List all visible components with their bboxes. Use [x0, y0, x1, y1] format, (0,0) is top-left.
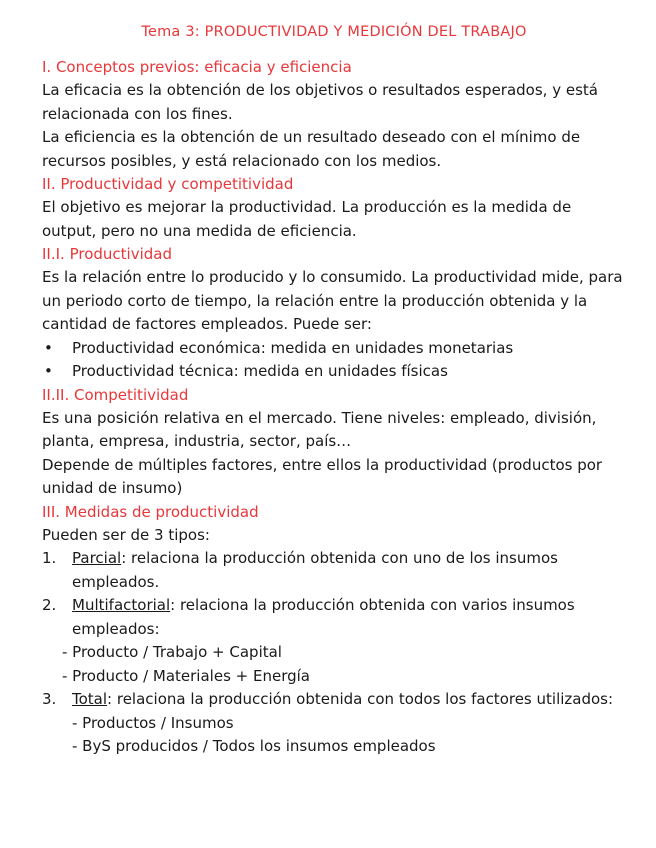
term-parcial: Parcial: [72, 549, 122, 567]
formula-line: - ByS producidos / Todos los insumos empleados: [72, 737, 436, 755]
paragraph-factores: Depende de múltiples factores, entre ellos la productividad (productos por unidad de insumo): [42, 455, 603, 497]
term-total: Total: [72, 690, 108, 708]
paragraph-eficacia: La eficacia es la obtención de los objetivos o resultados esperados, y está relacionada con los fines.: [42, 81, 598, 123]
section-heading-competitividad: II.II. Competitividad: [42, 385, 189, 404]
list-item: [42, 594, 626, 641]
paragraph-tipos: Pueden ser de 3 tipos:: [42, 525, 210, 544]
list-item-text: : relaciona la producción obtenida con varios insumos empleados:: [72, 596, 575, 638]
list-item: [42, 360, 626, 384]
list-item-text: : relaciona la producción obtenida con uno de los insumos empleados.: [72, 549, 558, 591]
section-heading-productividad-competitividad: II. Productividad y competitividad: [42, 175, 294, 193]
list-item: [42, 688, 626, 712]
document-title: Tema 3: PRODUCTIVIDAD Y MEDICIÓN DEL TRABAJO: [141, 24, 527, 40]
formula-line: - Productos / Insumos: [72, 713, 234, 732]
bullet-icon: •: [44, 338, 53, 357]
medidas-list: [42, 547, 626, 641]
section-heading-medidas: III. Medidas de productividad: [42, 502, 259, 521]
paragraph-objetivo: El objetivo es mejorar la productividad. La producción es la medida de output, pero no una medida de eficiencia.: [42, 198, 572, 240]
term-multifactorial: Multifactorial: [72, 596, 171, 614]
section-heading-productividad: II.I. Productividad: [42, 245, 172, 263]
paragraph-competitividad: Es una posición relativa en el mercado. Tiene niveles: empleado, división, planta, empresa, industria, sector, país…: [42, 408, 597, 450]
list-item-text: : relaciona la producción obtenida con todos los factores utilizados:: [107, 690, 614, 708]
list-number: 1.: [42, 549, 57, 567]
list-item-text: Productividad técnica: medida en unidades físicas: [72, 362, 448, 380]
bullet-icon: •: [44, 362, 53, 380]
productividad-types-list: [42, 337, 626, 384]
list-number: 2.: [42, 596, 57, 614]
list-item-text: Productividad económica: medida en unidades monetarias: [72, 338, 514, 357]
section-heading-conceptos: I. Conceptos previos: eficacia y eficiencia: [42, 58, 352, 76]
paragraph-eficiencia: La eficiencia es la obtención de un resultado deseado con el mínimo de recursos posibles, y está relacionado con los medios.: [42, 128, 581, 170]
medidas-list-cont: [42, 688, 626, 712]
list-item: [42, 547, 626, 594]
formula-line: - Producto / Trabajo + Capital: [62, 643, 282, 661]
paragraph-productividad: Es la relación entre lo producido y lo consumido. La productividad mide, para un periodo corto de tiempo, la relación entre la producción obtenida y la cantidad de factores empleados. Puede ser:: [42, 268, 623, 333]
formula-line: - Producto / Materiales + Energía: [62, 666, 310, 685]
list-number: 3.: [42, 690, 57, 708]
list-item: [42, 337, 626, 361]
